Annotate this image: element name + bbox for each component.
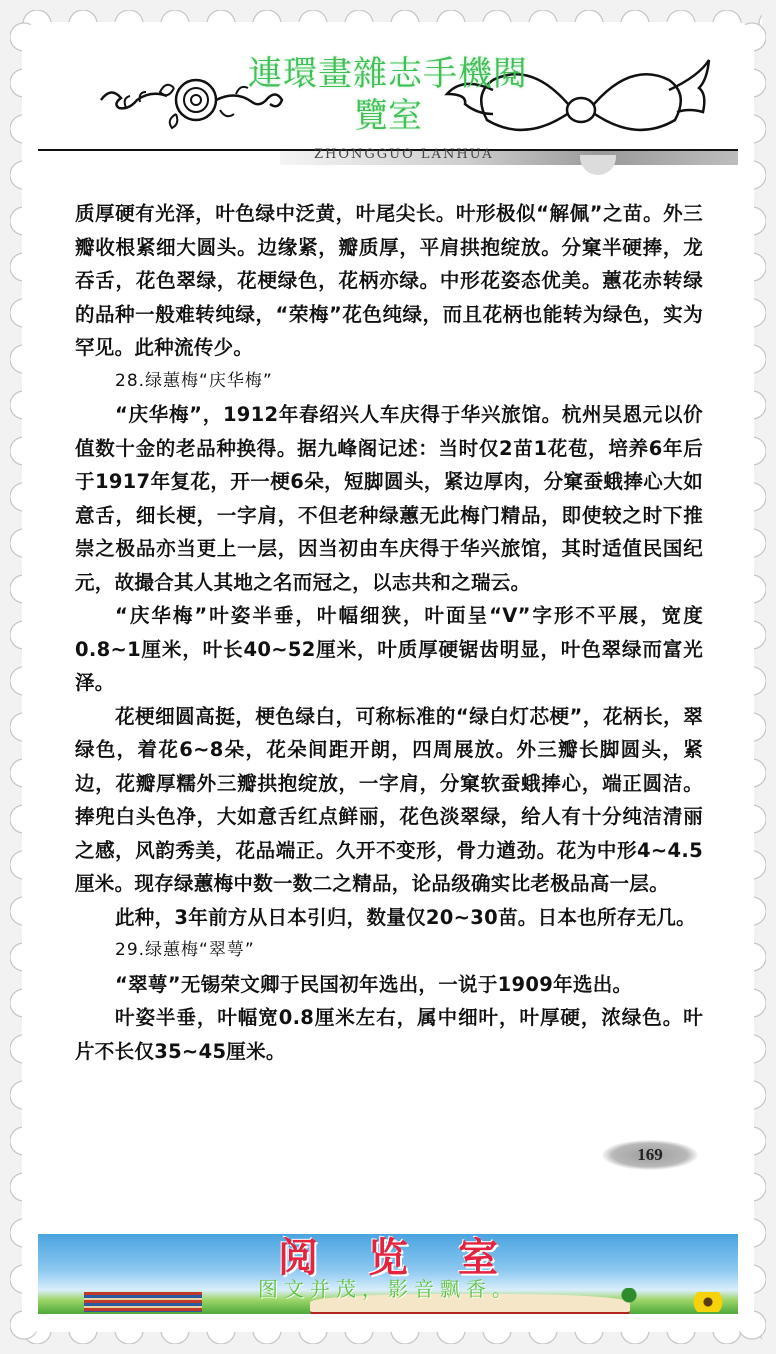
paragraph: 质厚硬有光泽，叶色绿中泛黄，叶尾尖长。叶形极似“解佩”之苗。外三瓣收根紧细大圆头。边缘紧，瓣质厚，平肩拱抱绽放。分窠半硬捧，龙吞舌，花色翠绿，花梗绿色，花柄亦绿。中形花姿态优美。蕙花赤转绿的品种一般难转纯绿，“荣梅”花色纯绿，而且花柄也能转为绿色，实为罕见。此种流传少。 [75, 202, 703, 359]
paragraph: 花梗细圆高挺，梗色绿白，可称标准的“绿白灯芯梗”，花柄长，翠绿色，着花6~8朵，花朵间距开朗，四周展放。外三瓣长脚圆头，紧边，花瓣厚糯外三瓣拱抱绽放，一字肩，分窠软蚕蛾捧心，端正圆洁。捧兜白头色净，大如意舌红点鲜丽，花色淡翠绿，给人有十分纯洁清丽之感，风韵秀美，花品端正。久开不变形，骨力遒劲。花为中形4~4.5厘米。现存绿蕙梅中数一数二之精品，论品级确实比老极品高一层。 [75, 704, 703, 895]
header-title-line2: 覽室 [354, 96, 422, 136]
paragraph: 此种，3年前方从日本引归，数量仅20~30苗。日本也所存无几。 [115, 905, 696, 929]
header-strip-text: ZHONGGUO LANHUA [314, 147, 494, 162]
section-heading: 28.绿蕙梅“庆华梅” [115, 370, 273, 391]
paragraph: “翠萼”无锡荣文卿于民国初年选出，一说于1909年选出。 [115, 972, 633, 996]
article-body [75, 197, 703, 1068]
magazine-page [38, 40, 738, 1220]
banner-title: 阅览室 [278, 1235, 548, 1281]
header-title-line1: 連環畫雜志手機閱 [248, 54, 528, 94]
paragraph: “庆华梅”，1912年春绍兴人车庆得于华兴旅馆。杭州吴恩元以价值数十金的老品种换得。据九峰阁记述：当时仅2苗1花苞，培养6年后于1917年复花，开一梗6朵，短脚圆头，紧边厚肉，分窠蚕蛾捧心大如意舌，细长梗，一字肩，不但老种绿蕙无此梅门精品，即使较之时下推崇之极品亦当更上一层，因当初由车庆得于华兴旅馆，其时适值民国纪元，故撮合其人其地之名而冠之，以志共和之瑞云。 [75, 403, 703, 594]
paragraph: “庆华梅”叶姿半垂，叶幅细狭，叶面呈“V”字形不平展，宽度0.8~1厘米，叶长40~52厘米，叶质厚硬锯齿明显，叶色翠绿而富光泽。 [75, 604, 703, 694]
header-decorative-strip [280, 147, 738, 165]
section-heading: 29.绿蕙梅“翠萼” [115, 940, 255, 960]
page-number: 169 [602, 1140, 698, 1170]
orchid-vignette-icon [580, 155, 616, 175]
paragraph: 叶姿半垂，叶幅宽0.8厘米左右，属中细叶，叶厚硬，浓绿色。叶片不长仅35~45厘米。 [75, 1006, 703, 1063]
page-header [38, 40, 738, 162]
banner-subtitle: 图文并茂，影音飘香。 [258, 1277, 518, 1301]
reading-room-banner [38, 1234, 738, 1314]
